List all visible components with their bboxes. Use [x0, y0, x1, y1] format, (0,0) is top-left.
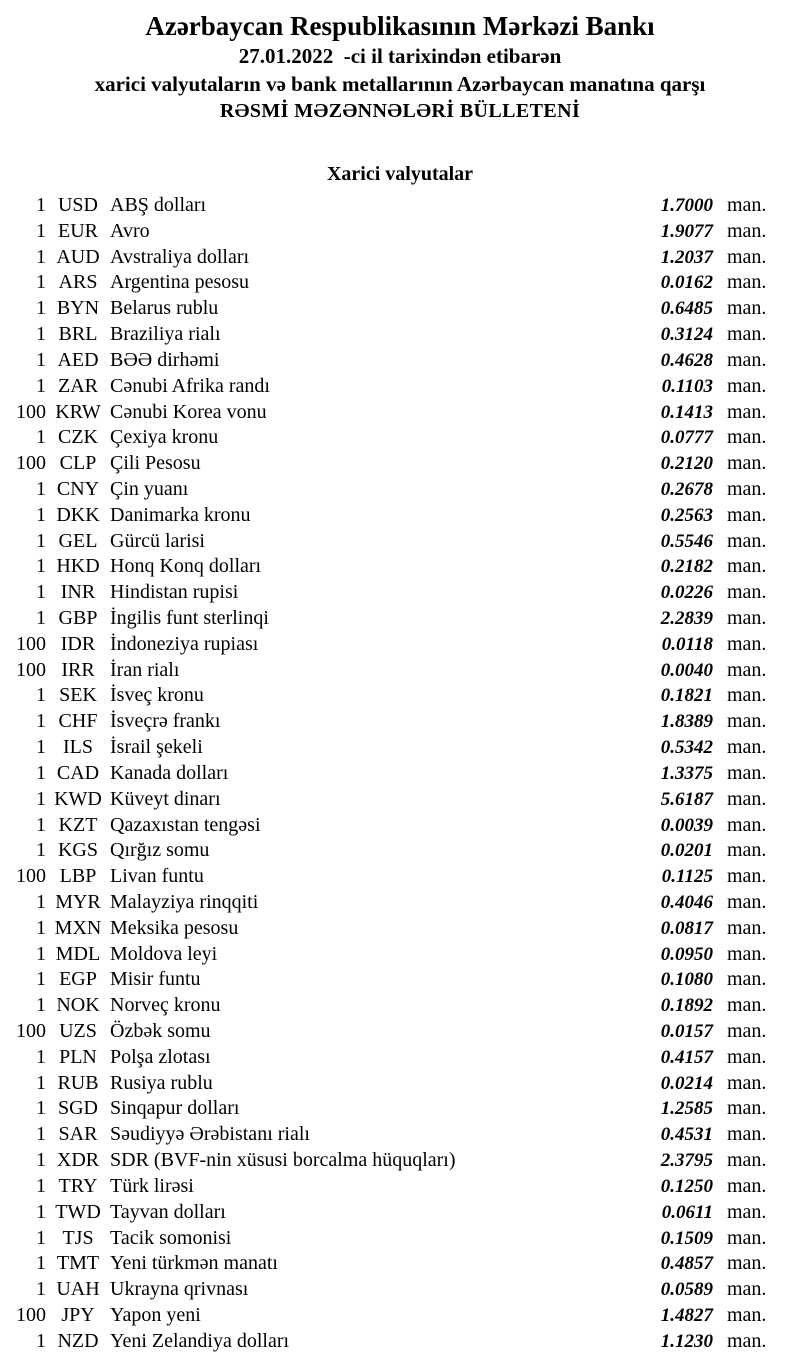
cell-currency-name: Ukrayna qrivnası — [110, 1278, 249, 1301]
cell-quantity: 1 — [36, 297, 46, 320]
cell-currency-name: Polşa zlotası — [110, 1045, 211, 1068]
cell-quantity: 100 — [16, 632, 46, 655]
cell-currency-code: INR — [60, 581, 96, 604]
effective-date-line: 27.01.2022 -ci il tarixindən etibarən — [238, 44, 562, 68]
table-row — [0, 245, 800, 271]
cell-rate-value: 0.0226 — [660, 582, 713, 604]
table-row — [0, 503, 800, 529]
cell-unit-label: man. — [727, 813, 767, 836]
cell-quantity: 1 — [36, 839, 46, 862]
cell-rate-value: 0.0777 — [660, 427, 713, 449]
cell-rate-value: 0.0162 — [660, 272, 713, 294]
cell-unit-label: man. — [727, 400, 767, 423]
cell-currency-code: NZD — [57, 1329, 99, 1352]
cell-rate-value: 5.6187 — [660, 788, 713, 810]
document-header — [0, 11, 800, 125]
cell-rate-value: 1.2585 — [660, 1098, 713, 1120]
cell-quantity: 1 — [36, 994, 46, 1017]
cell-rate-value: 0.3124 — [660, 324, 713, 346]
cell-quantity: 1 — [36, 581, 46, 604]
cell-unit-label: man. — [727, 994, 767, 1017]
cell-rate-value: 0.5342 — [660, 737, 713, 759]
cell-rate-value: 0.2563 — [660, 504, 713, 526]
cell-currency-name: Gürcü larisi — [110, 529, 205, 552]
cell-rate-value: 1.9077 — [660, 220, 713, 242]
cell-currency-name: İsveçrə frankı — [110, 710, 221, 733]
table-row — [0, 658, 800, 684]
cell-unit-label: man. — [727, 1252, 767, 1275]
cell-rate-value: 0.5546 — [660, 530, 713, 552]
cell-unit-label: man. — [727, 452, 767, 475]
cell-unit-label: man. — [727, 916, 767, 939]
cell-currency-code: MDL — [55, 942, 101, 965]
cell-unit-label: man. — [727, 968, 767, 991]
cell-currency-name: Özbək somu — [110, 1020, 211, 1042]
cell-currency-name: Çili Pesosu — [110, 452, 201, 475]
cell-quantity: 1 — [36, 1071, 46, 1094]
cell-rate-value: 0.4157 — [660, 1046, 713, 1068]
cell-unit-label: man. — [727, 271, 767, 294]
cell-currency-name: SDR (BVF-nin xüsusi borcalma hüquqları) — [110, 1149, 456, 1172]
cell-rate-value: 0.2120 — [660, 453, 713, 475]
cell-rate-value: 0.0201 — [660, 840, 713, 862]
table-row — [0, 890, 800, 916]
rates-table — [0, 193, 800, 1353]
cell-currency-code: CHF — [58, 710, 98, 733]
cell-rate-value: 0.4046 — [660, 891, 713, 913]
cell-unit-label: man. — [727, 839, 767, 862]
table-row — [0, 270, 800, 296]
cell-rate-value: 1.2037 — [660, 246, 713, 268]
section-title-foreign-currencies: Xarici valyutalar — [326, 163, 474, 185]
cell-quantity: 1 — [36, 942, 46, 965]
cell-rate-value: 0.1250 — [660, 1175, 713, 1197]
cell-currency-name: Rusiya rublu — [110, 1071, 213, 1094]
cell-currency-code: IRR — [61, 658, 95, 681]
cell-unit-label: man. — [727, 1020, 767, 1042]
table-row — [0, 761, 800, 787]
cell-currency-code: TJS — [62, 1226, 94, 1249]
cell-currency-name: Kanada dolları — [110, 761, 229, 784]
cell-rate-value: 0.4628 — [660, 349, 713, 371]
cell-quantity: 1 — [36, 1226, 46, 1249]
cell-quantity: 1 — [36, 477, 46, 500]
table-row — [0, 993, 800, 1019]
table-row — [0, 1174, 800, 1200]
table-row — [0, 425, 800, 451]
cell-quantity: 1 — [36, 271, 46, 294]
cell-unit-label: man. — [727, 890, 767, 913]
cell-quantity: 1 — [36, 1278, 46, 1301]
cell-rate-value: 1.4827 — [660, 1304, 713, 1326]
cell-quantity: 1 — [36, 736, 46, 759]
table-row — [0, 1045, 800, 1071]
table-row — [0, 554, 800, 580]
cell-unit-label: man. — [727, 1097, 767, 1120]
table-row — [0, 864, 800, 890]
cell-currency-name: Danimarka kronu — [110, 503, 251, 526]
cell-currency-code: HKD — [56, 555, 100, 578]
cell-rate-value: 0.1509 — [660, 1227, 713, 1249]
cell-currency-code: KRW — [55, 400, 101, 423]
cell-currency-name: Sinqapur dolları — [110, 1097, 240, 1120]
cell-unit-label: man. — [727, 632, 767, 655]
cell-currency-code: CNY — [56, 477, 100, 500]
cell-currency-code: IDR — [60, 632, 96, 655]
cell-unit-label: man. — [727, 555, 767, 578]
cell-quantity: 1 — [36, 890, 46, 913]
cell-currency-code: ZAR — [58, 374, 98, 397]
cell-currency-code: MYR — [55, 890, 101, 913]
cell-currency-code: BRL — [58, 323, 98, 346]
cell-currency-code: GEL — [58, 529, 98, 552]
table-row — [0, 967, 800, 993]
cell-currency-name: Malayziya rinqqiti — [110, 890, 259, 913]
cell-currency-name: Çexiya kronu — [110, 426, 219, 449]
cell-unit-label: man. — [727, 529, 767, 552]
table-row — [0, 580, 800, 606]
cell-rate-value: 0.0039 — [660, 814, 713, 836]
cell-unit-label: man. — [727, 581, 767, 604]
cell-currency-name: Səudiyyə Ərəbistanı rialı — [110, 1123, 310, 1146]
cell-quantity: 1 — [36, 555, 46, 578]
cell-rate-value: 0.0118 — [661, 633, 713, 655]
cell-currency-code: RUB — [57, 1071, 99, 1094]
cell-quantity: 1 — [36, 710, 46, 733]
cell-currency-code: SAR — [58, 1123, 98, 1146]
table-row — [0, 787, 800, 813]
cell-currency-code: CZK — [58, 426, 98, 449]
cell-currency-name: Meksika pesosu — [110, 916, 239, 939]
cell-rate-value: 0.0157 — [660, 1021, 713, 1042]
cell-currency-name: Cənubi Afrika randı — [110, 374, 270, 397]
table-row — [0, 451, 800, 477]
cell-currency-name: İran rialı — [110, 658, 180, 681]
cell-unit-label: man. — [727, 1303, 767, 1326]
table-row — [0, 813, 800, 839]
cell-rate-value: 0.2182 — [660, 556, 713, 578]
cell-quantity: 1 — [36, 374, 46, 397]
cell-rate-value: 0.0611 — [661, 1201, 713, 1223]
cell-unit-label: man. — [727, 1226, 767, 1249]
cell-quantity: 1 — [36, 194, 46, 216]
cell-rate-value: 0.1080 — [660, 969, 713, 991]
cell-rate-value: 0.1821 — [660, 685, 713, 707]
cell-unit-label: man. — [727, 194, 767, 216]
table-row — [0, 322, 800, 348]
cell-quantity: 1 — [36, 761, 46, 784]
cell-unit-label: man. — [727, 1045, 767, 1068]
cell-currency-name: Tacik somonisi — [110, 1226, 232, 1249]
table-row — [0, 1148, 800, 1174]
cell-quantity: 1 — [36, 1174, 46, 1197]
cell-quantity: 1 — [36, 813, 46, 836]
cell-rate-value: 1.1230 — [660, 1330, 713, 1352]
cell-currency-name: Cənubi Korea vonu — [110, 400, 267, 423]
cell-unit-label: man. — [727, 787, 767, 810]
cell-currency-name: Belarus rublu — [110, 297, 219, 320]
cell-currency-code: XDR — [56, 1149, 100, 1172]
cell-rate-value: 0.6485 — [660, 298, 713, 320]
cell-rate-value: 0.1413 — [660, 401, 713, 423]
table-row — [0, 735, 800, 761]
table-row — [0, 1096, 800, 1122]
cell-currency-name: Qazaxıstan tengəsi — [110, 813, 261, 836]
cell-unit-label: man. — [727, 348, 767, 371]
cell-rate-value: 0.1125 — [661, 866, 713, 888]
cell-currency-code: EGP — [59, 968, 97, 991]
cell-currency-name: Yeni Zelandiya dolları — [110, 1329, 290, 1352]
cell-currency-name: Çin yuanı — [110, 477, 189, 500]
table-row — [0, 529, 800, 555]
table-row — [0, 400, 800, 426]
cell-currency-code: CAD — [56, 761, 100, 784]
cell-unit-label: man. — [727, 245, 767, 268]
table-row — [0, 1303, 800, 1329]
cell-currency-name: Yeni türkmən manatı — [110, 1252, 278, 1275]
cell-currency-code: ILS — [63, 736, 93, 759]
cell-rate-value: 0.1103 — [661, 375, 713, 397]
cell-quantity: 1 — [36, 1045, 46, 1068]
cell-currency-code: CLP — [59, 452, 97, 475]
cell-currency-code: MXN — [54, 916, 102, 939]
cell-rate-value: 0.0040 — [660, 659, 713, 681]
cell-rate-value: 1.7000 — [660, 195, 713, 216]
cell-currency-code: UZS — [59, 1020, 97, 1042]
cell-quantity: 1 — [36, 968, 46, 991]
cell-quantity: 1 — [36, 426, 46, 449]
cell-currency-code: PLN — [59, 1045, 97, 1068]
table-row — [0, 296, 800, 322]
cell-currency-name: Qırğız somu — [110, 839, 210, 862]
cell-quantity: 1 — [36, 348, 46, 371]
cell-rate-value: 0.0950 — [660, 943, 713, 965]
cell-currency-name: BƏƏ dirhəmi — [110, 348, 220, 371]
cell-currency-code: AUD — [56, 245, 100, 268]
table-row — [0, 632, 800, 658]
cell-currency-name: Norveç kronu — [110, 994, 221, 1017]
cell-unit-label: man. — [727, 477, 767, 500]
table-row — [0, 219, 800, 245]
cell-currency-code: EUR — [58, 219, 98, 242]
cell-currency-name: Hindistan rupisi — [110, 581, 239, 604]
cell-quantity: 1 — [36, 1123, 46, 1146]
cell-currency-name: İsveç kronu — [110, 684, 204, 707]
cell-quantity: 1 — [36, 1097, 46, 1120]
cell-currency-name: Yapon yeni — [110, 1303, 201, 1326]
cell-rate-value: 0.4857 — [660, 1253, 713, 1275]
cell-currency-code: KZT — [58, 813, 98, 836]
cell-currency-code: AED — [57, 348, 99, 371]
cell-quantity: 1 — [36, 219, 46, 242]
cell-quantity: 100 — [16, 400, 46, 423]
cell-unit-label: man. — [727, 1200, 767, 1223]
cell-rate-value: 2.3795 — [660, 1150, 713, 1172]
cell-quantity: 100 — [16, 1020, 46, 1042]
table-row — [0, 1019, 800, 1045]
table-row — [0, 1251, 800, 1277]
cell-unit-label: man. — [727, 503, 767, 526]
table-row — [0, 838, 800, 864]
cell-quantity: 1 — [36, 529, 46, 552]
table-row — [0, 1277, 800, 1303]
table-row — [0, 709, 800, 735]
cell-currency-name: İsrail şekeli — [110, 736, 203, 759]
cell-rate-value: 0.0817 — [660, 917, 713, 939]
cell-currency-code: UAH — [56, 1278, 100, 1301]
cell-currency-name: ABŞ dolları — [110, 194, 207, 216]
cell-currency-code: TMT — [56, 1252, 100, 1275]
cell-unit-label: man. — [727, 761, 767, 784]
cell-quantity: 100 — [16, 658, 46, 681]
table-row — [0, 1226, 800, 1252]
table-row — [0, 193, 800, 219]
cell-currency-code: TRY — [58, 1174, 98, 1197]
cell-unit-label: man. — [727, 865, 767, 888]
cell-quantity: 1 — [36, 1200, 46, 1223]
table-row — [0, 1329, 800, 1353]
cell-quantity: 100 — [16, 1303, 46, 1326]
cell-currency-code: BYN — [56, 297, 100, 320]
cell-currency-name: Küveyt dinarı — [110, 787, 221, 810]
cell-unit-label: man. — [727, 1149, 767, 1172]
cell-currency-code: KWD — [54, 787, 102, 810]
table-row — [0, 348, 800, 374]
cell-currency-code: NOK — [56, 994, 100, 1017]
cell-unit-label: man. — [727, 1071, 767, 1094]
cell-currency-name: İngilis funt sterlinqi — [110, 607, 269, 629]
table-row — [0, 683, 800, 709]
table-row — [0, 1200, 800, 1226]
cell-rate-value: 0.2678 — [660, 478, 713, 500]
cell-currency-name: Misir funtu — [110, 968, 201, 991]
cell-unit-label: man. — [727, 1329, 767, 1352]
cell-quantity: 1 — [36, 503, 46, 526]
cell-unit-label: man. — [727, 658, 767, 681]
cell-unit-label: man. — [727, 219, 767, 242]
bulletin-title: RƏSMİ MƏZƏNNƏLƏRİ BÜLLETENİ — [219, 100, 581, 122]
cell-quantity: 1 — [36, 684, 46, 707]
bank-title: Azərbaycan Respublikasının Mərkəzi Bankı — [145, 11, 655, 41]
cell-quantity: 1 — [36, 245, 46, 268]
cell-unit-label: man. — [727, 297, 767, 320]
cell-unit-label: man. — [727, 684, 767, 707]
cell-rate-value: 2.2839 — [660, 608, 713, 629]
cell-currency-name: Avstraliya dolları — [110, 245, 250, 268]
cell-currency-code: JPY — [61, 1303, 95, 1326]
cell-unit-label: man. — [727, 426, 767, 449]
cell-currency-name: Türk lirəsi — [110, 1174, 194, 1197]
cell-unit-label: man. — [727, 1174, 767, 1197]
cell-currency-code: GBP — [58, 607, 98, 629]
cell-currency-code: USD — [57, 194, 98, 216]
cell-unit-label: man. — [727, 710, 767, 733]
cell-currency-code: KGS — [57, 839, 98, 862]
cell-currency-code: SEK — [59, 684, 97, 707]
cell-currency-code: LBP — [59, 865, 97, 888]
cell-quantity: 1 — [36, 1149, 46, 1172]
cell-quantity: 1 — [36, 1252, 46, 1275]
cell-rate-value: 0.1892 — [660, 995, 713, 1017]
cell-currency-name: İndoneziya rupiası — [110, 632, 259, 655]
cell-unit-label: man. — [727, 607, 767, 629]
cell-currency-name: Argentina pesosu — [110, 271, 250, 294]
cell-quantity: 100 — [16, 865, 46, 888]
table-row — [0, 1071, 800, 1097]
cell-unit-label: man. — [727, 323, 767, 346]
cell-currency-name: Livan funtu — [110, 865, 204, 888]
table-row — [0, 477, 800, 503]
cell-rate-value: 0.4531 — [660, 1124, 713, 1146]
cell-unit-label: man. — [727, 942, 767, 965]
cell-rate-value: 1.8389 — [660, 711, 713, 733]
table-row — [0, 606, 800, 632]
cell-currency-code: SGD — [57, 1097, 98, 1120]
cell-quantity: 1 — [36, 323, 46, 346]
cell-currency-name: Moldova leyi — [110, 942, 218, 965]
table-row — [0, 942, 800, 968]
cell-unit-label: man. — [727, 1123, 767, 1146]
cell-unit-label: man. — [727, 374, 767, 397]
cell-currency-code: TWD — [55, 1200, 101, 1223]
cell-currency-name: Avro — [110, 219, 150, 242]
subject-line: xarici valyutaların və bank metallarının Azərbaycan manatına qarşı — [94, 72, 706, 96]
cell-unit-label: man. — [727, 736, 767, 759]
cell-quantity: 1 — [36, 1329, 46, 1352]
cell-currency-code: ARS — [58, 271, 98, 294]
cell-quantity: 1 — [36, 916, 46, 939]
cell-quantity: 100 — [16, 452, 46, 475]
cell-currency-name: Braziliya rialı — [110, 323, 221, 346]
cell-quantity: 1 — [36, 787, 46, 810]
cell-currency-name: Tayvan dolları — [110, 1200, 226, 1223]
cell-currency-name: Honq Konq dolları — [110, 555, 262, 578]
cell-rate-value: 0.0214 — [660, 1072, 713, 1094]
cell-unit-label: man. — [727, 1278, 767, 1301]
table-row — [0, 1122, 800, 1148]
cell-quantity: 1 — [36, 607, 46, 629]
cell-rate-value: 0.0589 — [660, 1279, 713, 1301]
cell-rate-value: 1.3375 — [660, 762, 713, 784]
table-row — [0, 916, 800, 942]
table-row — [0, 374, 800, 400]
cell-currency-code: DKK — [56, 503, 100, 526]
